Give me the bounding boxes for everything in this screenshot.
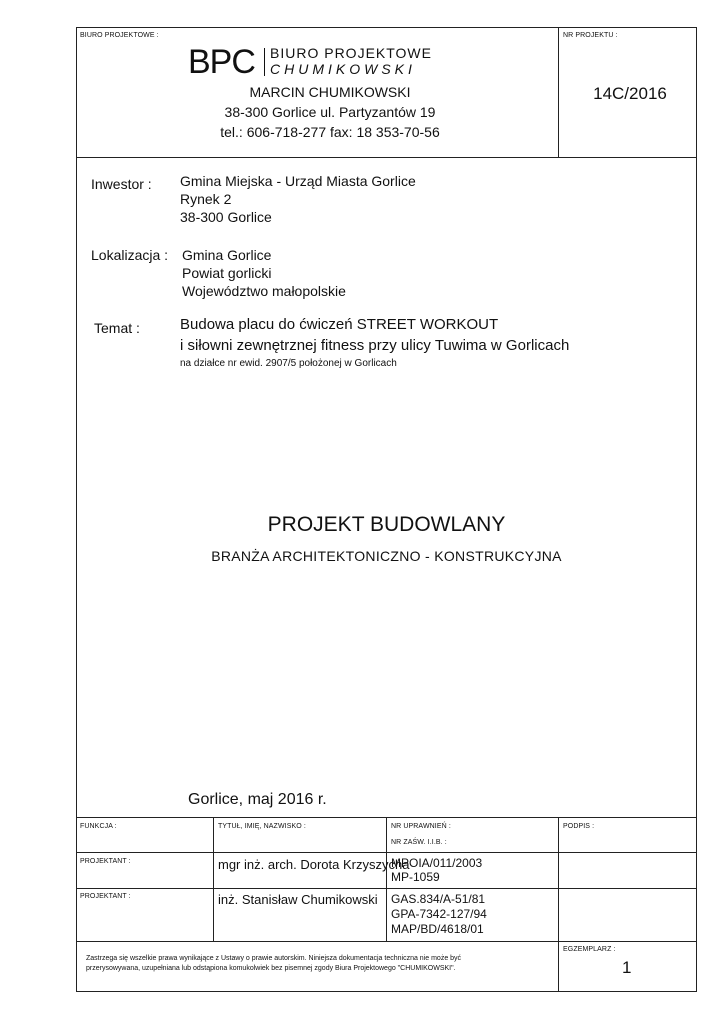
investor-label: Inwestor :: [91, 176, 152, 192]
logo-abbr: BPC: [188, 43, 255, 81]
location-line: Gmina Gorlice: [182, 247, 272, 263]
header-signature: PODPIS :: [563, 823, 595, 830]
investor-line: Gmina Miejska - Urząd Miasta Gorlice: [180, 173, 416, 189]
table-col-divider: [213, 817, 214, 941]
row-function: PROJEKTANT :: [80, 858, 131, 865]
table-col-divider: [386, 817, 387, 941]
logo-divider: [264, 48, 265, 76]
table-col-divider: [558, 817, 559, 992]
owner-name: MARCIN CHUMIKOWSKI: [249, 84, 411, 100]
header-function: FUNKCJA :: [80, 823, 117, 830]
project-no-label: NR PROJEKTU :: [563, 32, 618, 39]
row-name: mgr inż. arch. Dorota Krzyszycha: [218, 857, 410, 872]
copyright-notice-line: Zastrzega się wszelkie prawa wynikające z Ustawy o prawie autorskim. Niniejsza dokumentacja techniczna nie może być: [86, 955, 462, 962]
office-phone: tel.: 606-718-277 fax: 18 353-70-56: [220, 124, 440, 140]
document-subtitle: BRANŻA ARCHITEKTONICZNO - KONSTRUKCYJNA: [211, 548, 562, 564]
header-bottom-line: [76, 157, 697, 158]
row-name: inż. Stanisław Chumikowski: [218, 892, 378, 907]
logo-line1: BIURO PROJEKTOWE: [270, 45, 432, 61]
row-function: PROJEKTANT :: [80, 893, 131, 900]
copyright-notice: [86, 954, 461, 974]
subject-line1: Budowa placu do ćwiczeń STREET WORKOUT: [180, 316, 499, 333]
row-license: GPA-7342-127/94: [391, 907, 487, 921]
copy-label: EGZEMPLARZ :: [563, 946, 616, 953]
location-line: Powiat gorlicki: [182, 265, 272, 281]
copy-number: 1: [622, 958, 632, 977]
row-license: MAP/BD/4618/01: [391, 922, 484, 936]
project-no: 14C/2016: [593, 84, 667, 103]
table-bottom-line: [76, 941, 697, 942]
row-license: MPOIA/011/2003: [391, 856, 483, 870]
header-name: TYTUŁ, IMIĘ, NAZWISKO :: [218, 823, 306, 830]
header-license2: NR ZAŚW. I.I.B. :: [391, 839, 447, 846]
header-license: NR UPRAWNIEŃ :: [391, 823, 451, 830]
subject-line3: na działce nr ewid. 2907/5 położonej w Gorlicach: [180, 358, 397, 369]
row-license: MP-1059: [391, 870, 440, 884]
subject-label: Temat :: [94, 320, 140, 336]
row-license: GAS.834/A-51/81: [391, 892, 486, 906]
location-label: Lokalizacja :: [91, 247, 169, 263]
investor-line: Rynek 2: [180, 191, 232, 207]
subject-line2: i siłowni zewnętrznej fitness przy ulicy Tuwima w Gorlicach: [180, 337, 570, 354]
office-label: BIURO PROJEKTOWE :: [80, 32, 159, 39]
office-address: 38-300 Gorlice ul. Partyzantów 19: [224, 104, 436, 120]
location-line: Województwo małopolskie: [182, 283, 346, 299]
header-divider: [558, 27, 559, 157]
place-date: Gorlice, maj 2016 r.: [188, 791, 327, 808]
logo-line2: CHUMIKOWSKI: [270, 61, 416, 77]
copyright-notice-line: przerysowywana, uzupełniana lub odstąpiona komukolwiek bez pisemnej zgody Biura Projektowego "CHUMIKOWSKI".: [86, 965, 456, 972]
investor-line: 38-300 Gorlice: [180, 209, 272, 225]
document-title: PROJEKT BUDOWLANY: [267, 513, 506, 536]
